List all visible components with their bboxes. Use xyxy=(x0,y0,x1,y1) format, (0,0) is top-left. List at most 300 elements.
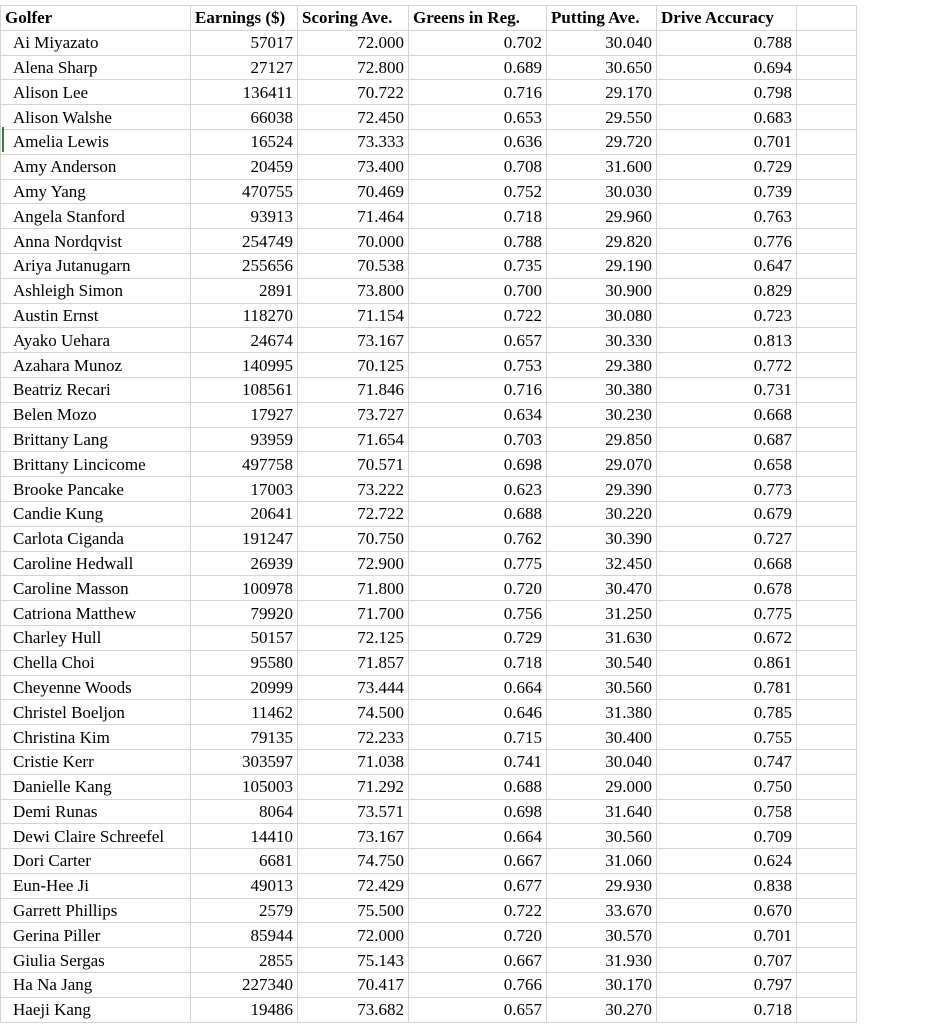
cell-golfer[interactable]: Anna Nordqvist xyxy=(1,229,191,254)
table-row xyxy=(1,179,857,204)
cell-greens-in-reg[interactable]: 0.720 xyxy=(409,923,547,948)
cell-greens-in-reg[interactable]: 0.636 xyxy=(409,129,547,154)
cell-putting-ave[interactable]: 30.900 xyxy=(547,278,657,303)
cell-scoring-ave[interactable]: 71.464 xyxy=(298,204,409,229)
cell-putting-ave[interactable]: 30.390 xyxy=(547,526,657,551)
cell-scoring-ave[interactable]: 74.750 xyxy=(298,849,409,874)
empty-cell[interactable] xyxy=(797,477,857,502)
cell-golfer[interactable]: Caroline Masson xyxy=(1,576,191,601)
cell-earnings[interactable]: 108561 xyxy=(191,377,298,402)
cell-scoring-ave[interactable]: 71.292 xyxy=(298,774,409,799)
cell-greens-in-reg[interactable]: 0.716 xyxy=(409,377,547,402)
cell-golfer[interactable]: Alison Lee xyxy=(1,80,191,105)
cell-scoring-ave[interactable]: 73.167 xyxy=(298,824,409,849)
cell-golfer[interactable]: Gerina Piller xyxy=(1,923,191,948)
cell-scoring-ave[interactable]: 72.000 xyxy=(298,923,409,948)
cell-greens-in-reg[interactable]: 0.698 xyxy=(409,799,547,824)
cell-scoring-ave[interactable]: 70.125 xyxy=(298,353,409,378)
cell-scoring-ave[interactable]: 73.222 xyxy=(298,477,409,502)
cell-putting-ave[interactable]: 29.070 xyxy=(547,452,657,477)
cell-earnings[interactable]: 497758 xyxy=(191,452,298,477)
cell-golfer[interactable]: Dori Carter xyxy=(1,849,191,874)
cell-golfer[interactable]: Catriona Matthew xyxy=(1,601,191,626)
cell-greens-in-reg[interactable]: 0.752 xyxy=(409,179,547,204)
table-row xyxy=(1,377,857,402)
cell-putting-ave[interactable]: 30.570 xyxy=(547,923,657,948)
cell-greens-in-reg[interactable]: 0.667 xyxy=(409,948,547,973)
cell-putting-ave[interactable]: 31.250 xyxy=(547,601,657,626)
cell-earnings[interactable]: 14410 xyxy=(191,824,298,849)
cell-earnings[interactable]: 57017 xyxy=(191,30,298,55)
cell-putting-ave[interactable]: 30.270 xyxy=(547,997,657,1022)
empty-cell[interactable] xyxy=(797,377,857,402)
cell-scoring-ave[interactable]: 73.727 xyxy=(298,402,409,427)
cell-putting-ave[interactable]: 30.040 xyxy=(547,30,657,55)
cell-earnings[interactable]: 95580 xyxy=(191,650,298,675)
empty-cell[interactable] xyxy=(797,253,857,278)
cell-putting-ave[interactable]: 30.220 xyxy=(547,501,657,526)
empty-cell[interactable] xyxy=(797,204,857,229)
cell-golfer[interactable]: Brooke Pancake xyxy=(1,477,191,502)
cell-golfer[interactable]: Dewi Claire Schreefel xyxy=(1,824,191,849)
cell-golfer[interactable]: Brittany Lincicome xyxy=(1,452,191,477)
cell-scoring-ave[interactable]: 72.125 xyxy=(298,625,409,650)
cell-greens-in-reg[interactable]: 0.689 xyxy=(409,55,547,80)
cell-greens-in-reg[interactable]: 0.664 xyxy=(409,675,547,700)
cell-golfer[interactable]: Carlota Ciganda xyxy=(1,526,191,551)
cell-earnings[interactable]: 191247 xyxy=(191,526,298,551)
cell-earnings[interactable]: 49013 xyxy=(191,873,298,898)
cell-drive-accuracy[interactable]: 0.658 xyxy=(657,452,797,477)
empty-cell[interactable] xyxy=(797,997,857,1022)
empty-cell[interactable] xyxy=(797,948,857,973)
cell-golfer[interactable]: Danielle Kang xyxy=(1,774,191,799)
cell-scoring-ave[interactable]: 70.571 xyxy=(298,452,409,477)
cell-earnings[interactable]: 50157 xyxy=(191,625,298,650)
cell-earnings[interactable]: 11462 xyxy=(191,700,298,725)
cell-earnings[interactable]: 27127 xyxy=(191,55,298,80)
cell-drive-accuracy[interactable]: 0.701 xyxy=(657,129,797,154)
cell-putting-ave[interactable]: 30.040 xyxy=(547,749,657,774)
cell-drive-accuracy[interactable]: 0.773 xyxy=(657,477,797,502)
cell-greens-in-reg[interactable]: 0.741 xyxy=(409,749,547,774)
cell-scoring-ave[interactable]: 73.444 xyxy=(298,675,409,700)
cell-golfer[interactable]: Caroline Hedwall xyxy=(1,551,191,576)
cell-earnings[interactable]: 24674 xyxy=(191,328,298,353)
cell-earnings[interactable]: 136411 xyxy=(191,80,298,105)
cell-greens-in-reg[interactable]: 0.634 xyxy=(409,402,547,427)
table-row xyxy=(1,675,857,700)
cell-golfer[interactable]: Chella Choi xyxy=(1,650,191,675)
cell-golfer[interactable]: Beatriz Recari xyxy=(1,377,191,402)
empty-cell[interactable] xyxy=(797,650,857,675)
header-earnings[interactable]: Earnings ($) xyxy=(191,6,298,31)
cell-putting-ave[interactable]: 29.850 xyxy=(547,427,657,452)
cell-drive-accuracy[interactable]: 0.829 xyxy=(657,278,797,303)
cell-scoring-ave[interactable]: 73.571 xyxy=(298,799,409,824)
cell-earnings[interactable]: 2579 xyxy=(191,898,298,923)
cell-greens-in-reg[interactable]: 0.766 xyxy=(409,973,547,998)
cell-drive-accuracy[interactable]: 0.723 xyxy=(657,303,797,328)
cell-scoring-ave[interactable]: 70.469 xyxy=(298,179,409,204)
empty-cell[interactable] xyxy=(797,452,857,477)
empty-cell[interactable] xyxy=(797,80,857,105)
table-row xyxy=(1,204,857,229)
empty-cell[interactable] xyxy=(797,898,857,923)
header-drive-accuracy[interactable]: Drive Accuracy xyxy=(657,6,797,31)
cell-earnings[interactable]: 19486 xyxy=(191,997,298,1022)
cell-putting-ave[interactable]: 31.600 xyxy=(547,154,657,179)
cell-drive-accuracy[interactable]: 0.718 xyxy=(657,997,797,1022)
cell-earnings[interactable]: 6681 xyxy=(191,849,298,874)
empty-cell[interactable] xyxy=(797,601,857,626)
cell-drive-accuracy[interactable]: 0.776 xyxy=(657,229,797,254)
cell-greens-in-reg[interactable]: 0.718 xyxy=(409,204,547,229)
cell-putting-ave[interactable]: 30.560 xyxy=(547,824,657,849)
cell-earnings[interactable]: 100978 xyxy=(191,576,298,601)
cell-scoring-ave[interactable]: 71.857 xyxy=(298,650,409,675)
cell-drive-accuracy[interactable]: 0.670 xyxy=(657,898,797,923)
cell-greens-in-reg[interactable]: 0.722 xyxy=(409,303,547,328)
cell-greens-in-reg[interactable]: 0.716 xyxy=(409,80,547,105)
cell-drive-accuracy[interactable]: 0.781 xyxy=(657,675,797,700)
cell-greens-in-reg[interactable]: 0.698 xyxy=(409,452,547,477)
cell-scoring-ave[interactable]: 71.846 xyxy=(298,377,409,402)
cell-earnings[interactable]: 20641 xyxy=(191,501,298,526)
cell-drive-accuracy[interactable]: 0.687 xyxy=(657,427,797,452)
cell-greens-in-reg[interactable]: 0.722 xyxy=(409,898,547,923)
cell-golfer[interactable]: Amy Anderson xyxy=(1,154,191,179)
empty-cell[interactable] xyxy=(797,278,857,303)
cell-scoring-ave[interactable]: 71.800 xyxy=(298,576,409,601)
cell-greens-in-reg[interactable]: 0.735 xyxy=(409,253,547,278)
cell-putting-ave[interactable]: 29.960 xyxy=(547,204,657,229)
empty-cell[interactable] xyxy=(797,303,857,328)
cell-drive-accuracy[interactable]: 0.763 xyxy=(657,204,797,229)
cell-golfer[interactable]: Alison Walshe xyxy=(1,105,191,130)
cell-earnings[interactable]: 20459 xyxy=(191,154,298,179)
cell-greens-in-reg[interactable]: 0.657 xyxy=(409,328,547,353)
cell-greens-in-reg[interactable]: 0.653 xyxy=(409,105,547,130)
empty-cell[interactable] xyxy=(797,229,857,254)
cell-drive-accuracy[interactable]: 0.678 xyxy=(657,576,797,601)
cell-greens-in-reg[interactable]: 0.762 xyxy=(409,526,547,551)
cell-golfer[interactable]: Giulia Sergas xyxy=(1,948,191,973)
cell-putting-ave[interactable]: 29.170 xyxy=(547,80,657,105)
cell-golfer[interactable]: Haeji Kang xyxy=(1,997,191,1022)
cell-scoring-ave[interactable]: 73.800 xyxy=(298,278,409,303)
cell-golfer[interactable]: Ashleigh Simon xyxy=(1,278,191,303)
cell-scoring-ave[interactable]: 71.038 xyxy=(298,749,409,774)
empty-cell[interactable] xyxy=(797,501,857,526)
cell-greens-in-reg[interactable]: 0.729 xyxy=(409,625,547,650)
cell-earnings[interactable]: 2891 xyxy=(191,278,298,303)
cell-scoring-ave[interactable]: 71.154 xyxy=(298,303,409,328)
cell-golfer[interactable]: Eun-Hee Ji xyxy=(1,873,191,898)
cell-scoring-ave[interactable]: 70.750 xyxy=(298,526,409,551)
cell-putting-ave[interactable]: 29.390 xyxy=(547,477,657,502)
cell-drive-accuracy[interactable]: 0.679 xyxy=(657,501,797,526)
empty-cell[interactable] xyxy=(797,179,857,204)
cell-drive-accuracy[interactable]: 0.707 xyxy=(657,948,797,973)
cell-earnings[interactable]: 17927 xyxy=(191,402,298,427)
cell-earnings[interactable]: 16524 xyxy=(191,129,298,154)
cell-earnings[interactable]: 17003 xyxy=(191,477,298,502)
cell-golfer[interactable]: Amelia Lewis xyxy=(1,129,191,154)
cell-putting-ave[interactable]: 29.930 xyxy=(547,873,657,898)
empty-cell[interactable] xyxy=(797,799,857,824)
cell-earnings[interactable]: 93959 xyxy=(191,427,298,452)
cell-earnings[interactable]: 303597 xyxy=(191,749,298,774)
cell-earnings[interactable]: 470755 xyxy=(191,179,298,204)
cell-scoring-ave[interactable]: 73.400 xyxy=(298,154,409,179)
table-row xyxy=(1,650,857,675)
cell-drive-accuracy[interactable]: 0.797 xyxy=(657,973,797,998)
empty-cell[interactable] xyxy=(797,625,857,650)
cell-drive-accuracy[interactable]: 0.624 xyxy=(657,849,797,874)
cell-earnings[interactable]: 105003 xyxy=(191,774,298,799)
cell-putting-ave[interactable]: 32.450 xyxy=(547,551,657,576)
cell-drive-accuracy[interactable]: 0.739 xyxy=(657,179,797,204)
cell-greens-in-reg[interactable]: 0.788 xyxy=(409,229,547,254)
empty-cell[interactable] xyxy=(797,774,857,799)
cell-putting-ave[interactable]: 29.820 xyxy=(547,229,657,254)
cell-greens-in-reg[interactable]: 0.753 xyxy=(409,353,547,378)
header-scoring-ave[interactable]: Scoring Ave. xyxy=(298,6,409,31)
cell-putting-ave[interactable]: 30.560 xyxy=(547,675,657,700)
cell-drive-accuracy[interactable]: 0.755 xyxy=(657,725,797,750)
table-row xyxy=(1,948,857,973)
cell-greens-in-reg[interactable]: 0.700 xyxy=(409,278,547,303)
table-row xyxy=(1,625,857,650)
cell-earnings[interactable]: 79135 xyxy=(191,725,298,750)
cell-putting-ave[interactable]: 30.080 xyxy=(547,303,657,328)
empty-cell[interactable] xyxy=(797,873,857,898)
cell-putting-ave[interactable]: 29.380 xyxy=(547,353,657,378)
cell-earnings[interactable]: 79920 xyxy=(191,601,298,626)
empty-cell[interactable] xyxy=(797,154,857,179)
cell-scoring-ave[interactable]: 72.429 xyxy=(298,873,409,898)
cell-putting-ave[interactable]: 31.930 xyxy=(547,948,657,973)
cell-drive-accuracy[interactable]: 0.747 xyxy=(657,749,797,774)
cell-scoring-ave[interactable]: 73.167 xyxy=(298,328,409,353)
cell-golfer[interactable]: Charley Hull xyxy=(1,625,191,650)
cell-earnings[interactable]: 85944 xyxy=(191,923,298,948)
cell-greens-in-reg[interactable]: 0.677 xyxy=(409,873,547,898)
cell-putting-ave[interactable]: 30.170 xyxy=(547,973,657,998)
cell-drive-accuracy[interactable]: 0.709 xyxy=(657,824,797,849)
cell-drive-accuracy[interactable]: 0.861 xyxy=(657,650,797,675)
cell-golfer[interactable]: Cristie Kerr xyxy=(1,749,191,774)
cell-putting-ave[interactable]: 33.670 xyxy=(547,898,657,923)
cell-earnings[interactable]: 118270 xyxy=(191,303,298,328)
cell-greens-in-reg[interactable]: 0.657 xyxy=(409,997,547,1022)
cell-golfer[interactable]: Belen Mozo xyxy=(1,402,191,427)
cell-putting-ave[interactable]: 30.400 xyxy=(547,725,657,750)
cell-putting-ave[interactable]: 31.380 xyxy=(547,700,657,725)
cell-drive-accuracy[interactable]: 0.788 xyxy=(657,30,797,55)
empty-cell[interactable] xyxy=(797,700,857,725)
cell-greens-in-reg[interactable]: 0.688 xyxy=(409,774,547,799)
empty-cell[interactable] xyxy=(797,328,857,353)
cell-greens-in-reg[interactable]: 0.756 xyxy=(409,601,547,626)
empty-cell[interactable] xyxy=(797,6,857,31)
cell-golfer[interactable]: Christel Boeljon xyxy=(1,700,191,725)
cell-putting-ave[interactable]: 30.650 xyxy=(547,55,657,80)
cell-scoring-ave[interactable]: 75.143 xyxy=(298,948,409,973)
cell-greens-in-reg[interactable]: 0.646 xyxy=(409,700,547,725)
cell-earnings[interactable]: 140995 xyxy=(191,353,298,378)
cell-putting-ave[interactable]: 29.000 xyxy=(547,774,657,799)
cell-scoring-ave[interactable]: 72.900 xyxy=(298,551,409,576)
cell-selection-marker xyxy=(2,127,4,152)
cell-drive-accuracy[interactable]: 0.672 xyxy=(657,625,797,650)
cell-drive-accuracy[interactable]: 0.731 xyxy=(657,377,797,402)
cell-greens-in-reg[interactable]: 0.720 xyxy=(409,576,547,601)
cell-golfer[interactable]: Christina Kim xyxy=(1,725,191,750)
empty-cell[interactable] xyxy=(797,725,857,750)
cell-scoring-ave[interactable]: 72.800 xyxy=(298,55,409,80)
cell-golfer[interactable]: Amy Yang xyxy=(1,179,191,204)
empty-cell[interactable] xyxy=(797,105,857,130)
cell-drive-accuracy[interactable]: 0.758 xyxy=(657,799,797,824)
cell-golfer[interactable]: Garrett Phillips xyxy=(1,898,191,923)
cell-putting-ave[interactable]: 31.630 xyxy=(547,625,657,650)
cell-earnings[interactable]: 26939 xyxy=(191,551,298,576)
cell-scoring-ave[interactable]: 72.722 xyxy=(298,501,409,526)
empty-cell[interactable] xyxy=(797,576,857,601)
empty-cell[interactable] xyxy=(797,749,857,774)
cell-drive-accuracy[interactable]: 0.729 xyxy=(657,154,797,179)
cell-earnings[interactable]: 66038 xyxy=(191,105,298,130)
cell-golfer[interactable]: Cheyenne Woods xyxy=(1,675,191,700)
cell-putting-ave[interactable]: 30.380 xyxy=(547,377,657,402)
cell-drive-accuracy[interactable]: 0.813 xyxy=(657,328,797,353)
cell-greens-in-reg[interactable]: 0.708 xyxy=(409,154,547,179)
cell-scoring-ave[interactable]: 70.417 xyxy=(298,973,409,998)
table-row xyxy=(1,997,857,1022)
cell-scoring-ave[interactable]: 72.450 xyxy=(298,105,409,130)
empty-cell[interactable] xyxy=(797,427,857,452)
cell-golfer[interactable]: Ha Na Jang xyxy=(1,973,191,998)
cell-putting-ave[interactable]: 29.190 xyxy=(547,253,657,278)
cell-scoring-ave[interactable]: 72.233 xyxy=(298,725,409,750)
empty-cell[interactable] xyxy=(797,973,857,998)
cell-scoring-ave[interactable]: 70.722 xyxy=(298,80,409,105)
cell-golfer[interactable]: Ariya Jutanugarn xyxy=(1,253,191,278)
cell-putting-ave[interactable]: 30.330 xyxy=(547,328,657,353)
empty-cell[interactable] xyxy=(797,353,857,378)
empty-cell[interactable] xyxy=(797,824,857,849)
cell-putting-ave[interactable]: 30.540 xyxy=(547,650,657,675)
cell-greens-in-reg[interactable]: 0.623 xyxy=(409,477,547,502)
cell-putting-ave[interactable]: 29.720 xyxy=(547,129,657,154)
cell-scoring-ave[interactable]: 71.700 xyxy=(298,601,409,626)
table-row xyxy=(1,526,857,551)
cell-earnings[interactable]: 2855 xyxy=(191,948,298,973)
cell-scoring-ave[interactable]: 73.682 xyxy=(298,997,409,1022)
cell-scoring-ave[interactable]: 73.333 xyxy=(298,129,409,154)
cell-putting-ave[interactable]: 31.640 xyxy=(547,799,657,824)
cell-golfer[interactable]: Austin Ernst xyxy=(1,303,191,328)
cell-greens-in-reg[interactable]: 0.718 xyxy=(409,650,547,675)
cell-drive-accuracy[interactable]: 0.772 xyxy=(657,353,797,378)
cell-drive-accuracy[interactable]: 0.775 xyxy=(657,601,797,626)
cell-greens-in-reg[interactable]: 0.688 xyxy=(409,501,547,526)
empty-cell[interactable] xyxy=(797,551,857,576)
cell-scoring-ave[interactable]: 70.000 xyxy=(298,229,409,254)
cell-greens-in-reg[interactable]: 0.667 xyxy=(409,849,547,874)
cell-drive-accuracy[interactable]: 0.701 xyxy=(657,923,797,948)
cell-earnings[interactable]: 93913 xyxy=(191,204,298,229)
cell-earnings[interactable]: 8064 xyxy=(191,799,298,824)
header-putting-ave[interactable]: Putting Ave. xyxy=(547,6,657,31)
cell-putting-ave[interactable]: 30.230 xyxy=(547,402,657,427)
cell-drive-accuracy[interactable]: 0.727 xyxy=(657,526,797,551)
cell-drive-accuracy[interactable]: 0.838 xyxy=(657,873,797,898)
cell-drive-accuracy[interactable]: 0.785 xyxy=(657,700,797,725)
cell-drive-accuracy[interactable]: 0.750 xyxy=(657,774,797,799)
cell-putting-ave[interactable]: 30.030 xyxy=(547,179,657,204)
cell-scoring-ave[interactable]: 74.500 xyxy=(298,700,409,725)
cell-earnings[interactable]: 254749 xyxy=(191,229,298,254)
cell-scoring-ave[interactable]: 70.538 xyxy=(298,253,409,278)
header-greens-in-reg[interactable]: Greens in Reg. xyxy=(409,6,547,31)
cell-drive-accuracy[interactable]: 0.694 xyxy=(657,55,797,80)
empty-cell[interactable] xyxy=(797,675,857,700)
cell-drive-accuracy[interactable]: 0.668 xyxy=(657,551,797,576)
cell-greens-in-reg[interactable]: 0.775 xyxy=(409,551,547,576)
cell-earnings[interactable]: 227340 xyxy=(191,973,298,998)
header-golfer[interactable]: Golfer xyxy=(1,6,191,31)
cell-golfer[interactable]: Brittany Lang xyxy=(1,427,191,452)
cell-putting-ave[interactable]: 31.060 xyxy=(547,849,657,874)
cell-golfer[interactable]: Ai Miyazato xyxy=(1,30,191,55)
cell-scoring-ave[interactable]: 72.000 xyxy=(298,30,409,55)
empty-cell[interactable] xyxy=(797,55,857,80)
cell-golfer[interactable]: Candie Kung xyxy=(1,501,191,526)
cell-putting-ave[interactable]: 30.470 xyxy=(547,576,657,601)
cell-greens-in-reg[interactable]: 0.664 xyxy=(409,824,547,849)
cell-drive-accuracy[interactable]: 0.798 xyxy=(657,80,797,105)
cell-greens-in-reg[interactable]: 0.703 xyxy=(409,427,547,452)
cell-golfer[interactable]: Ayako Uehara xyxy=(1,328,191,353)
cell-putting-ave[interactable]: 29.550 xyxy=(547,105,657,130)
empty-cell[interactable] xyxy=(797,849,857,874)
cell-drive-accuracy[interactable]: 0.668 xyxy=(657,402,797,427)
cell-golfer[interactable]: Alena Sharp xyxy=(1,55,191,80)
empty-cell[interactable] xyxy=(797,402,857,427)
empty-cell[interactable] xyxy=(797,129,857,154)
empty-cell[interactable] xyxy=(797,923,857,948)
cell-golfer[interactable]: Azahara Munoz xyxy=(1,353,191,378)
cell-earnings[interactable]: 255656 xyxy=(191,253,298,278)
cell-greens-in-reg[interactable]: 0.702 xyxy=(409,30,547,55)
cell-scoring-ave[interactable]: 71.654 xyxy=(298,427,409,452)
empty-cell[interactable] xyxy=(797,30,857,55)
table-row xyxy=(1,601,857,626)
cell-scoring-ave[interactable]: 75.500 xyxy=(298,898,409,923)
cell-drive-accuracy[interactable]: 0.647 xyxy=(657,253,797,278)
cell-golfer[interactable]: Demi Runas xyxy=(1,799,191,824)
table-row xyxy=(1,973,857,998)
cell-golfer[interactable]: Angela Stanford xyxy=(1,204,191,229)
table-row xyxy=(1,427,857,452)
cell-drive-accuracy[interactable]: 0.683 xyxy=(657,105,797,130)
cell-greens-in-reg[interactable]: 0.715 xyxy=(409,725,547,750)
cell-earnings[interactable]: 20999 xyxy=(191,675,298,700)
empty-cell[interactable] xyxy=(797,526,857,551)
